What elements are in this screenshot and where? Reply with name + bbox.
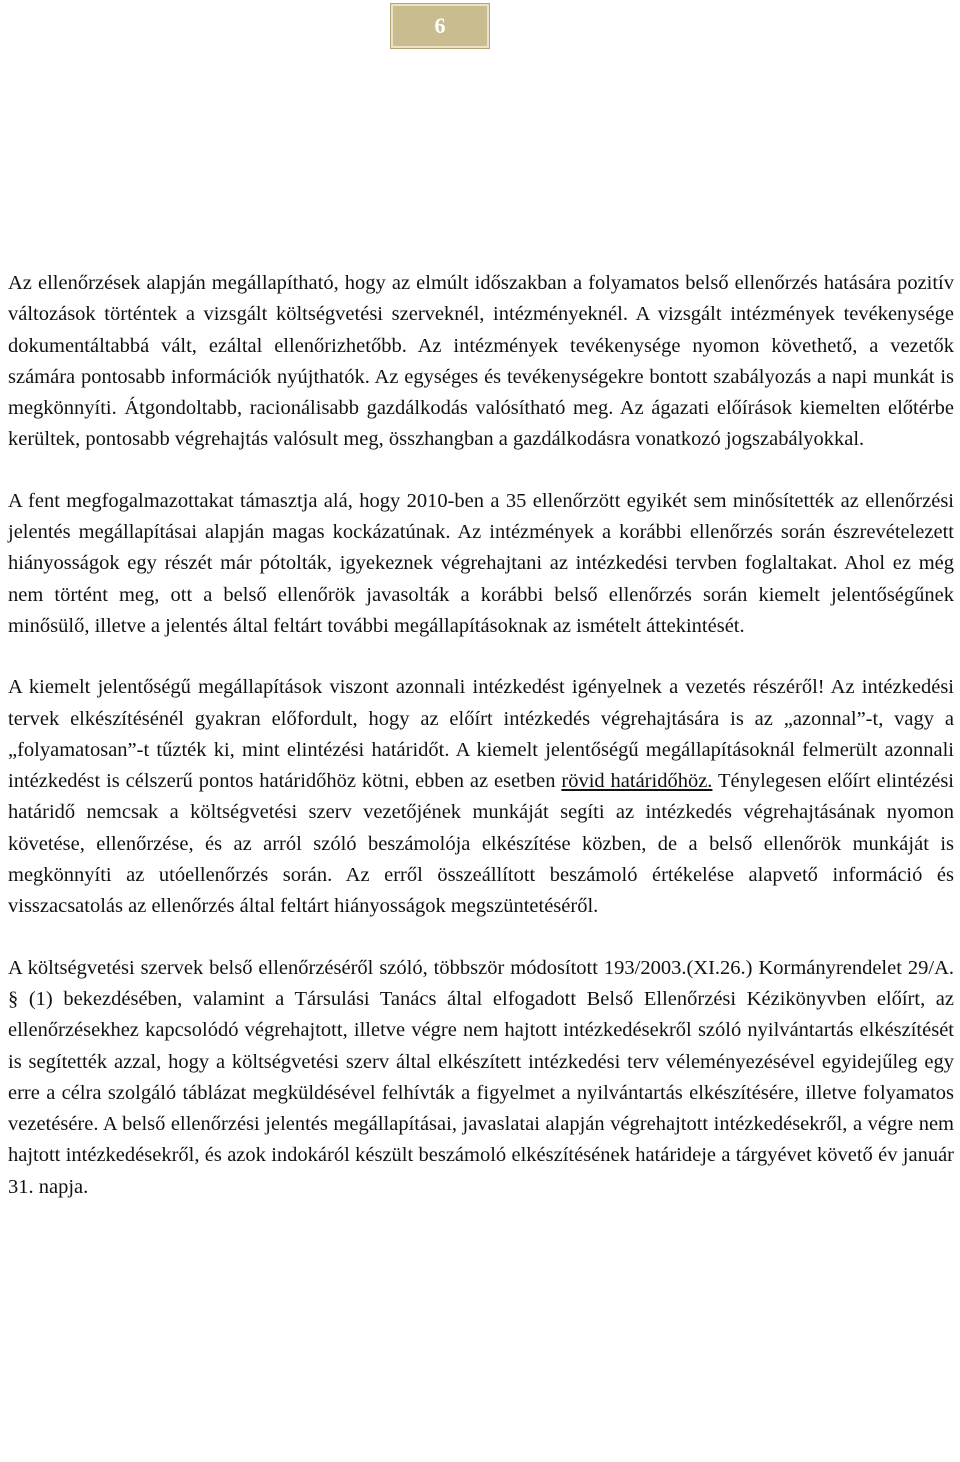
paragraph-1: Az ellenőrzések alapján megállapítható, hogy az elmúlt időszakban a folyamatos belső ellenőrzés hatására pozitív változások történtek a vizsgált költségvetési szerveknél, intézményeknél. A vizsgált intézmények tevékenysége dokumentáltabbá vált, ezáltal ellenőrizhetőbb. Az intézmények tevékenysége nyomon követhető, a vezetők számára pontosabb információk nyújthatók. Az egységes és tevékenységekre bontott szabályozás a napi munkát is megkönnyíti. Átgondoltabb, racionálisabb gazdálkodás valósítható meg. Az ágazati előírások kiemelten előtérbe kerültek, pontosabb végrehajtás valósult meg, összhangban a gazdálkodásra vonatkozó jogszabályokkal.: [8, 272, 954, 451]
paragraph-3-part-2: Ténylegesen előírt elintézési határidő nemcsak a költségvetési szerv vezetőjének munkáját segíti az intézkedés végrehajtásának nyomon követése, ellenőrzése, és az arról szóló beszámolója elkészítése közben, de a belső ellenőrök munkáját is megkönnyíti az utóellenőrzés során. Az erről összeállított beszámoló értékelése alapvető információ és visszacsatolás az ellenőrzés által feltárt hiányosságok megszüntetéséről.: [8, 770, 954, 918]
paragraph-4: A költségvetési szervek belső ellenőrzéséről szóló, többször módosított 193/2003.(XI.26.) Kormányrendelet 29/A. § (1) bekezdésében, valamint a Társulási Tanács által elfogadott Belső Ellenőrzési Kézikönyvben előírt, az ellenőrzésekhez kapcsolódó végrehajtott, illetve végre nem hajtott intézkedésekről szóló nyilvántartás elkészítését is segítették azzal, hogy a költségvetési szerv által elkészített intézkedési terv véleményezésével egyidejűleg egy erre a célra szolgáló táblázat megküldésével felhívták a figyelmet a nyilvántartás elkészítésére, illetve folyamatos vezetésére. A belső ellenőrzési jelentés megállapításai, javaslatai alapján végrehajtott intézkedésekről, a végre nem hajtott intézkedésekről, és azok indokáról készült beszámoló elkészítésének határideje a tárgyévet követő év január 31. napja.: [8, 956, 954, 1198]
paragraph-3: [8, 672, 954, 922]
paragraph-3-part-1: A kiemelt jelentőségű megállapítások viszont azonnali intézkedést igényelnek a vezetés részéről! Az intézkedési tervek elkészítésénél gyakran előfordult, hogy az előírt intézkedés végrehajtására is az „azonnal”-t, vagy a „folyamatosan”-t tűzték ki, mint elintézési határidőt. A kiemelt jelentőségű megállapításoknál felmerült azonnali intézkedést is célszerű pontos határidőhöz kötni, ebben az esetben: [8, 676, 954, 793]
page-number-badge: [391, 4, 489, 48]
underlined-phrase: rövid határidőhöz.: [561, 770, 713, 793]
page-number: 6: [434, 13, 446, 38]
document-body: [8, 268, 954, 1203]
paragraph-2: A fent megfogalmazottakat támasztja alá, hogy 2010-ben a 35 ellenőrzött egyikét sem minősítették az ellenőrzési jelentés megállapításai alapján magas kockázatúnak. Az intézmények a korábbi ellenőrzés során észrevételezett hiányosságok egy részét már pótolták, igyekeznek végrehajtani az intézkedési tervben foglaltakat. Ahol ez még nem történt meg, ott a belső ellenőrök javasolták a korábbi belső ellenőrzés során kiemelt jelentőségűnek minősülő, illetve a jelentés által feltárt további megállapításoknak az ismételt áttekintését.: [8, 489, 954, 637]
